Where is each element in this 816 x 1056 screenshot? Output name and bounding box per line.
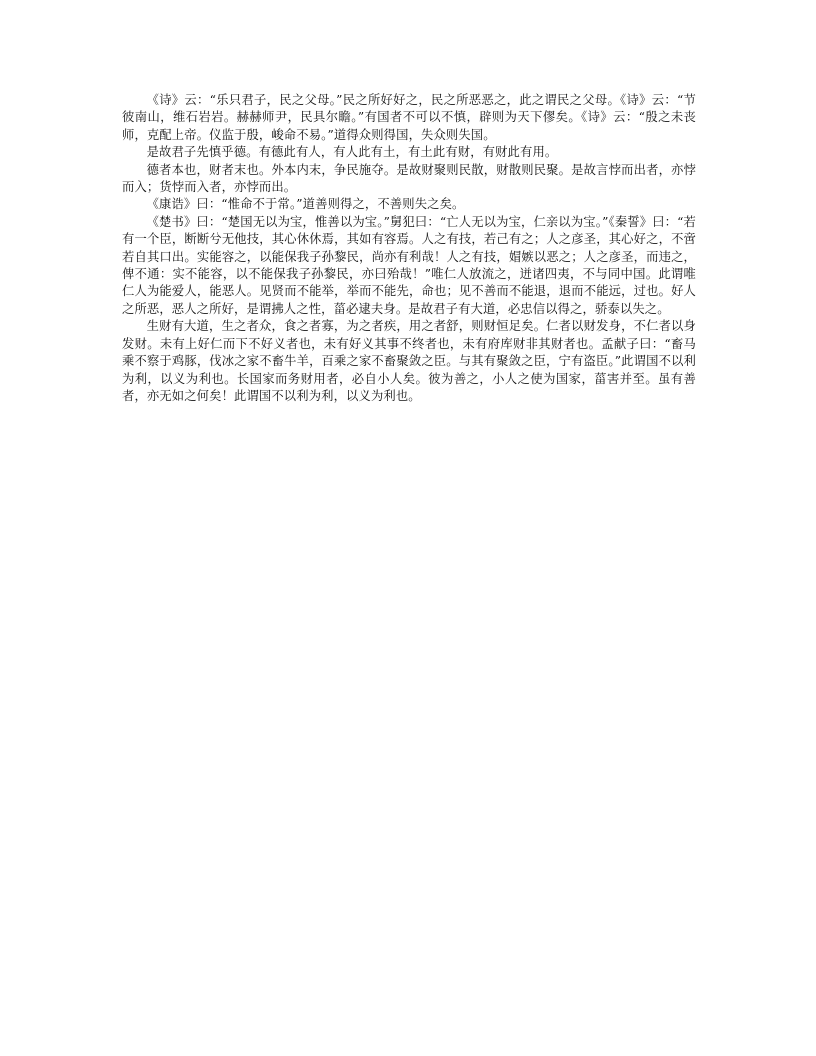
paragraph: 《康诰》曰：“惟命不于常。”道善则得之，不善则失之矣。	[146, 197, 465, 212]
paragraph: 生财有大道，生之者众，食之者寡，为之者疾，用之者舒，则财恒足矣。仁者以财发身，不仁者以身发财。未有上好仁而下不好义者也，未有好义其事不终者也，未有府库财非其财者也。孟献子曰：“畜马乘不察于鸡豚，伐冰之家不畜牛羊，百乘之家不畜聚敛之臣。与其有聚敛之臣，宁有盗臣。”此谓国不以利为利，以义为利也。长国家而务财用者，必自小人矣。彼为善之，小人之使为国家，菑害并至。虽有善者，亦无如之何矣！此谓国不以利为利，以义为利也。	[122, 319, 696, 403]
paragraph: 是故君子先慎乎德。有德此有人，有人此有土，有土此有财，有财此有用。	[146, 145, 558, 160]
paragraph: 德者本也，财者末也。外本内末，争民施夺。是故财聚则民散，财散则民聚。是故言悖而出者，亦悖而入；货悖而入者，亦悖而出。	[122, 162, 696, 195]
document-page	[122, 92, 696, 405]
paragraph: 《诗》云：“乐只君子，民之父母。”民之所好好之，民之所恶恶之，此之谓民之父母。《诗》云：“节彼南山，维石岩岩。赫赫师尹，民具尔瞻。”有国者不可以不慎，辟则为天下僇矣。《诗》云：“殷之未丧师，克配上帝。仪监于殷，峻命不易。”道得众则得国，失众则失国。	[122, 93, 696, 142]
paragraph: 《楚书》曰：“楚国无以为宝，惟善以为宝。”舅犯曰：“亡人无以为宝，仁亲以为宝。”《秦誓》曰：“若有一个臣，断断兮无他技，其心休休焉，其如有容焉。人之有技，若己有之；人之彦圣，其心好之，不啻若自其口出。实能容之，以能保我子孙黎民，尚亦有利哉！人之有技，媢嫉以恶之；人之彦圣，而违之，俾不通：实不能容，以不能保我子孙黎民，亦曰殆哉！”唯仁人放流之，迸诸四夷，不与同中国。此谓唯仁人为能爱人，能恶人。见贤而不能举，举而不能先，命也；见不善而不能退，退而不能远，过也。好人之所恶，恶人之所好，是谓拂人之性，菑必逮夫身。是故君子有大道，必忠信以得之，骄泰以失之。	[122, 214, 696, 316]
